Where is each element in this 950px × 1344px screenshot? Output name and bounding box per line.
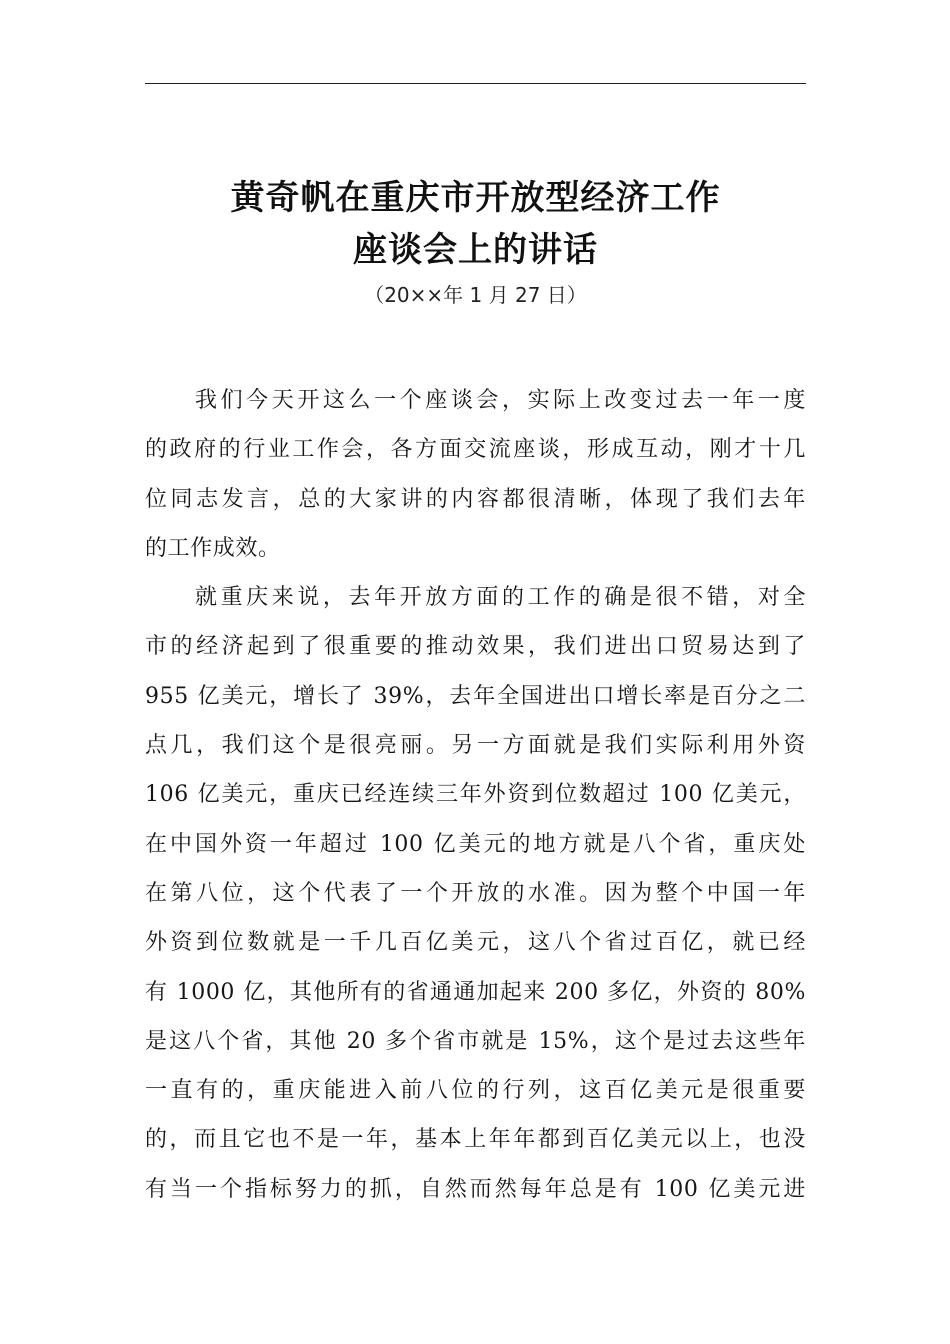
header-rule xyxy=(145,83,806,84)
paragraph-line: 955 亿美元，增长了 39%，去年全国进出口增长率是百分之二 xyxy=(145,683,806,709)
paragraph-line: 市的经济起到了很重要的推动效果，我们进出口贸易达到了 xyxy=(145,634,806,660)
paragraph-line: 的工作成效。 xyxy=(145,535,281,561)
paragraph-line: 我们今天开这么一个座谈会，实际上改变过去一年一度 xyxy=(195,388,806,413)
document-title-line-2: 座谈会上的讲话 xyxy=(353,230,598,270)
document-body xyxy=(145,376,806,1214)
paragraph-1 xyxy=(145,376,806,573)
paragraph-line: 在中国外资一年超过 100 亿美元的地方就是八个省，重庆处 xyxy=(145,831,806,857)
paragraph-line: 一直有的，重庆能进入前八位的行列，这百亿美元是很重要 xyxy=(145,1078,806,1104)
paragraph-line: 有当一个指标努力的抓，自然而然每年总是有 100 亿美元进 xyxy=(145,1176,806,1202)
paragraph-line: 是这八个省，其他 20 多个省市就是 15%，这个是过去这些年 xyxy=(145,1028,806,1054)
document-date: （20××年 1 月 27 日） xyxy=(364,283,587,307)
paragraph-line: 就重庆来说，去年开放方面的工作的确是很不错，对全 xyxy=(195,585,806,611)
paragraph-line: 点几，我们这个是很亮丽。另一方面就是我们实际利用外资 xyxy=(145,733,806,759)
document-title-line-1: 黄奇帆在重庆市开放型经济工作 xyxy=(230,178,721,218)
paragraph-2 xyxy=(145,573,806,1214)
paragraph-line: 位同志发言，总的大家讲的内容都很清晰，体现了我们去年 xyxy=(145,486,806,512)
paragraph-line: 106 亿美元，重庆已经连续三年外资到位数超过 100 亿美元， xyxy=(145,782,806,808)
paragraph-line: 的政府的行业工作会，各方面交流座谈，形成互动，刚才十几 xyxy=(145,437,806,463)
paragraph-line: 的，而且它也不是一年，基本上年年都到百亿美元以上，也没 xyxy=(145,1127,806,1153)
paragraph-line: 在第八位，这个代表了一个开放的水准。因为整个中国一年 xyxy=(145,880,806,906)
paragraph-line: 有 1000 亿，其他所有的省通通加起来 200 多亿，外资的 80% xyxy=(145,979,806,1005)
paragraph-line: 外资到位数就是一千几百亿美元，这八个省过百亿，就已经 xyxy=(145,930,806,956)
title-block xyxy=(145,172,806,310)
